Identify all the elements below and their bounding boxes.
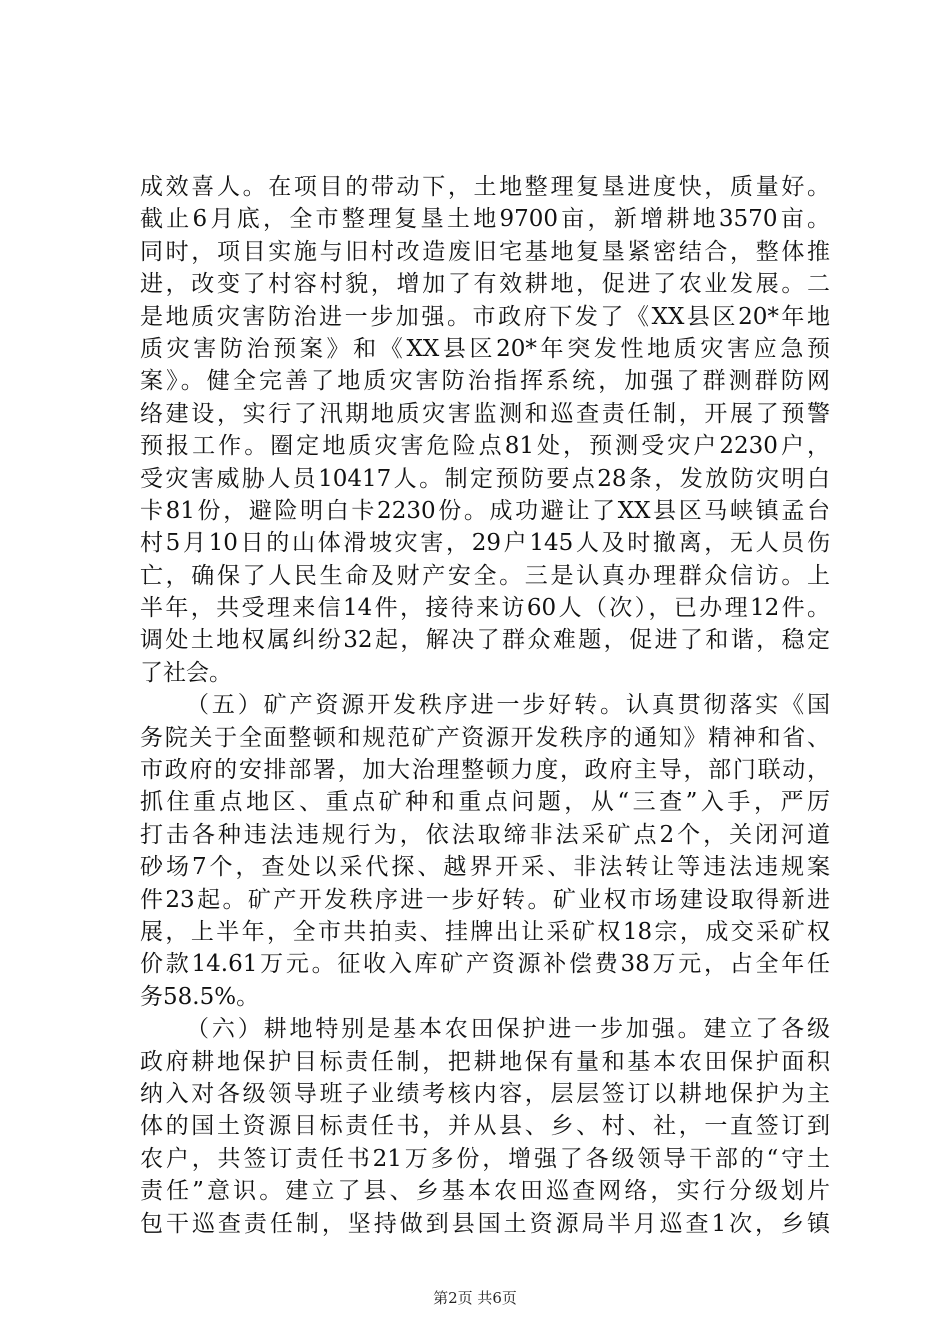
text-line: 抓住重点地区、重点矿种和重点问题，从“三查”入手，严厉 (140, 789, 830, 816)
text-line: 打击各种违法违规行为，依法取缔非法采矿点2个，关闭河道 (140, 821, 830, 848)
text-line: 件23起。矿产开发秩序进一步好转。矿业权市场建设取得新进 (140, 886, 830, 913)
text-line: 农户，共签订责任书21万多份，增强了各级领导干部的“守土 (140, 1145, 830, 1172)
text-line: 是地质灾害防治进一步加强。市政府下发了《XX县区20*年地 (140, 303, 830, 330)
text-line: 受灾害威胁人员10417人。制定预防要点28条，发放防灾明白 (140, 465, 830, 492)
text-line: 展，上半年，全市共拍卖、挂牌出让采矿权18宗，成交采矿权 (140, 918, 830, 945)
text-line: 进，改变了村容村貌，增加了有效耕地，促进了农业发展。二 (140, 271, 830, 298)
document-body (140, 171, 830, 1240)
text-line: 半年，共受理来信14件，接待来访60人（次），已办理12件。 (140, 595, 830, 622)
text-line: 价款14.61万元。征收入库矿产资源补偿费38万元，占全年任 (140, 951, 830, 978)
paragraph-heading-5: （五）矿产资源开发秩序进一步好转。认真贯彻落实《国 (186, 692, 830, 719)
text-line: 截止6月底，全市整理复垦土地9700亩，新增耕地3570亩。 (140, 206, 830, 233)
text-line: 预报工作。圈定地质灾害危险点81处，预测受灾户2230户， (140, 433, 830, 460)
text-line: 务院关于全面整顿和规范矿产资源开发秩序的通知》精神和省、 (140, 724, 830, 751)
text-line: 了社会。 (140, 659, 232, 686)
text-line: 案》。健全完善了地质灾害防治指挥系统，加强了群测群防网 (140, 368, 830, 395)
text-line: 络建设，实行了汛期地质灾害监测和巡查责任制，开展了预警 (140, 400, 830, 427)
text-line: 责任”意识。建立了县、乡基本农田巡查网络，实行分级划片 (140, 1178, 830, 1205)
text-line: 同时，项目实施与旧村改造废旧宅基地复垦紧密结合，整体推 (140, 238, 830, 265)
text-line: 亡，确保了人民生命及财产安全。三是认真办理群众信访。上 (140, 562, 830, 589)
text-line: 市政府的安排部署，加大治理整顿力度，政府主导，部门联动， (140, 757, 830, 784)
paragraph-heading-6: （六）耕地特别是基本农田保护进一步加强。建立了各级 (186, 1016, 830, 1043)
text-line: 体的国土资源目标责任书，并从县、乡、村、社，一直签订到 (140, 1113, 830, 1140)
text-line: 包干巡查责任制，坚持做到县国土资源局半月巡查1次，乡镇 (140, 1210, 830, 1237)
text-line: 质灾害防治预案》和《XX县区20*年突发性地质灾害应急预 (140, 335, 830, 362)
text-line: 砂场7个，查处以采代探、越界开采、非法转让等违法违规案 (140, 854, 830, 881)
text-line: 村5月10日的山体滑坡灾害，29户145人及时撤离，无人员伤 (140, 530, 830, 557)
text-line: 卡81份，避险明白卡2230份。成功避让了XX县区马峡镇孟台 (140, 497, 830, 524)
page-number-footer: 第2页 共6页 (433, 1289, 517, 1307)
text-line: 成效喜人。在项目的带动下，土地整理复垦进度快，质量好。 (140, 174, 830, 200)
text-line: 纳入对各级领导班子业绩考核内容，层层签订以耕地保护为主 (140, 1080, 830, 1107)
text-line: 务58.5%。 (140, 983, 260, 1010)
text-line: 调处土地权属纠纷32起，解决了群众难题，促进了和谐，稳定 (140, 627, 830, 654)
text-line: 政府耕地保护目标责任制，把耕地保有量和基本农田保护面积 (140, 1048, 830, 1075)
